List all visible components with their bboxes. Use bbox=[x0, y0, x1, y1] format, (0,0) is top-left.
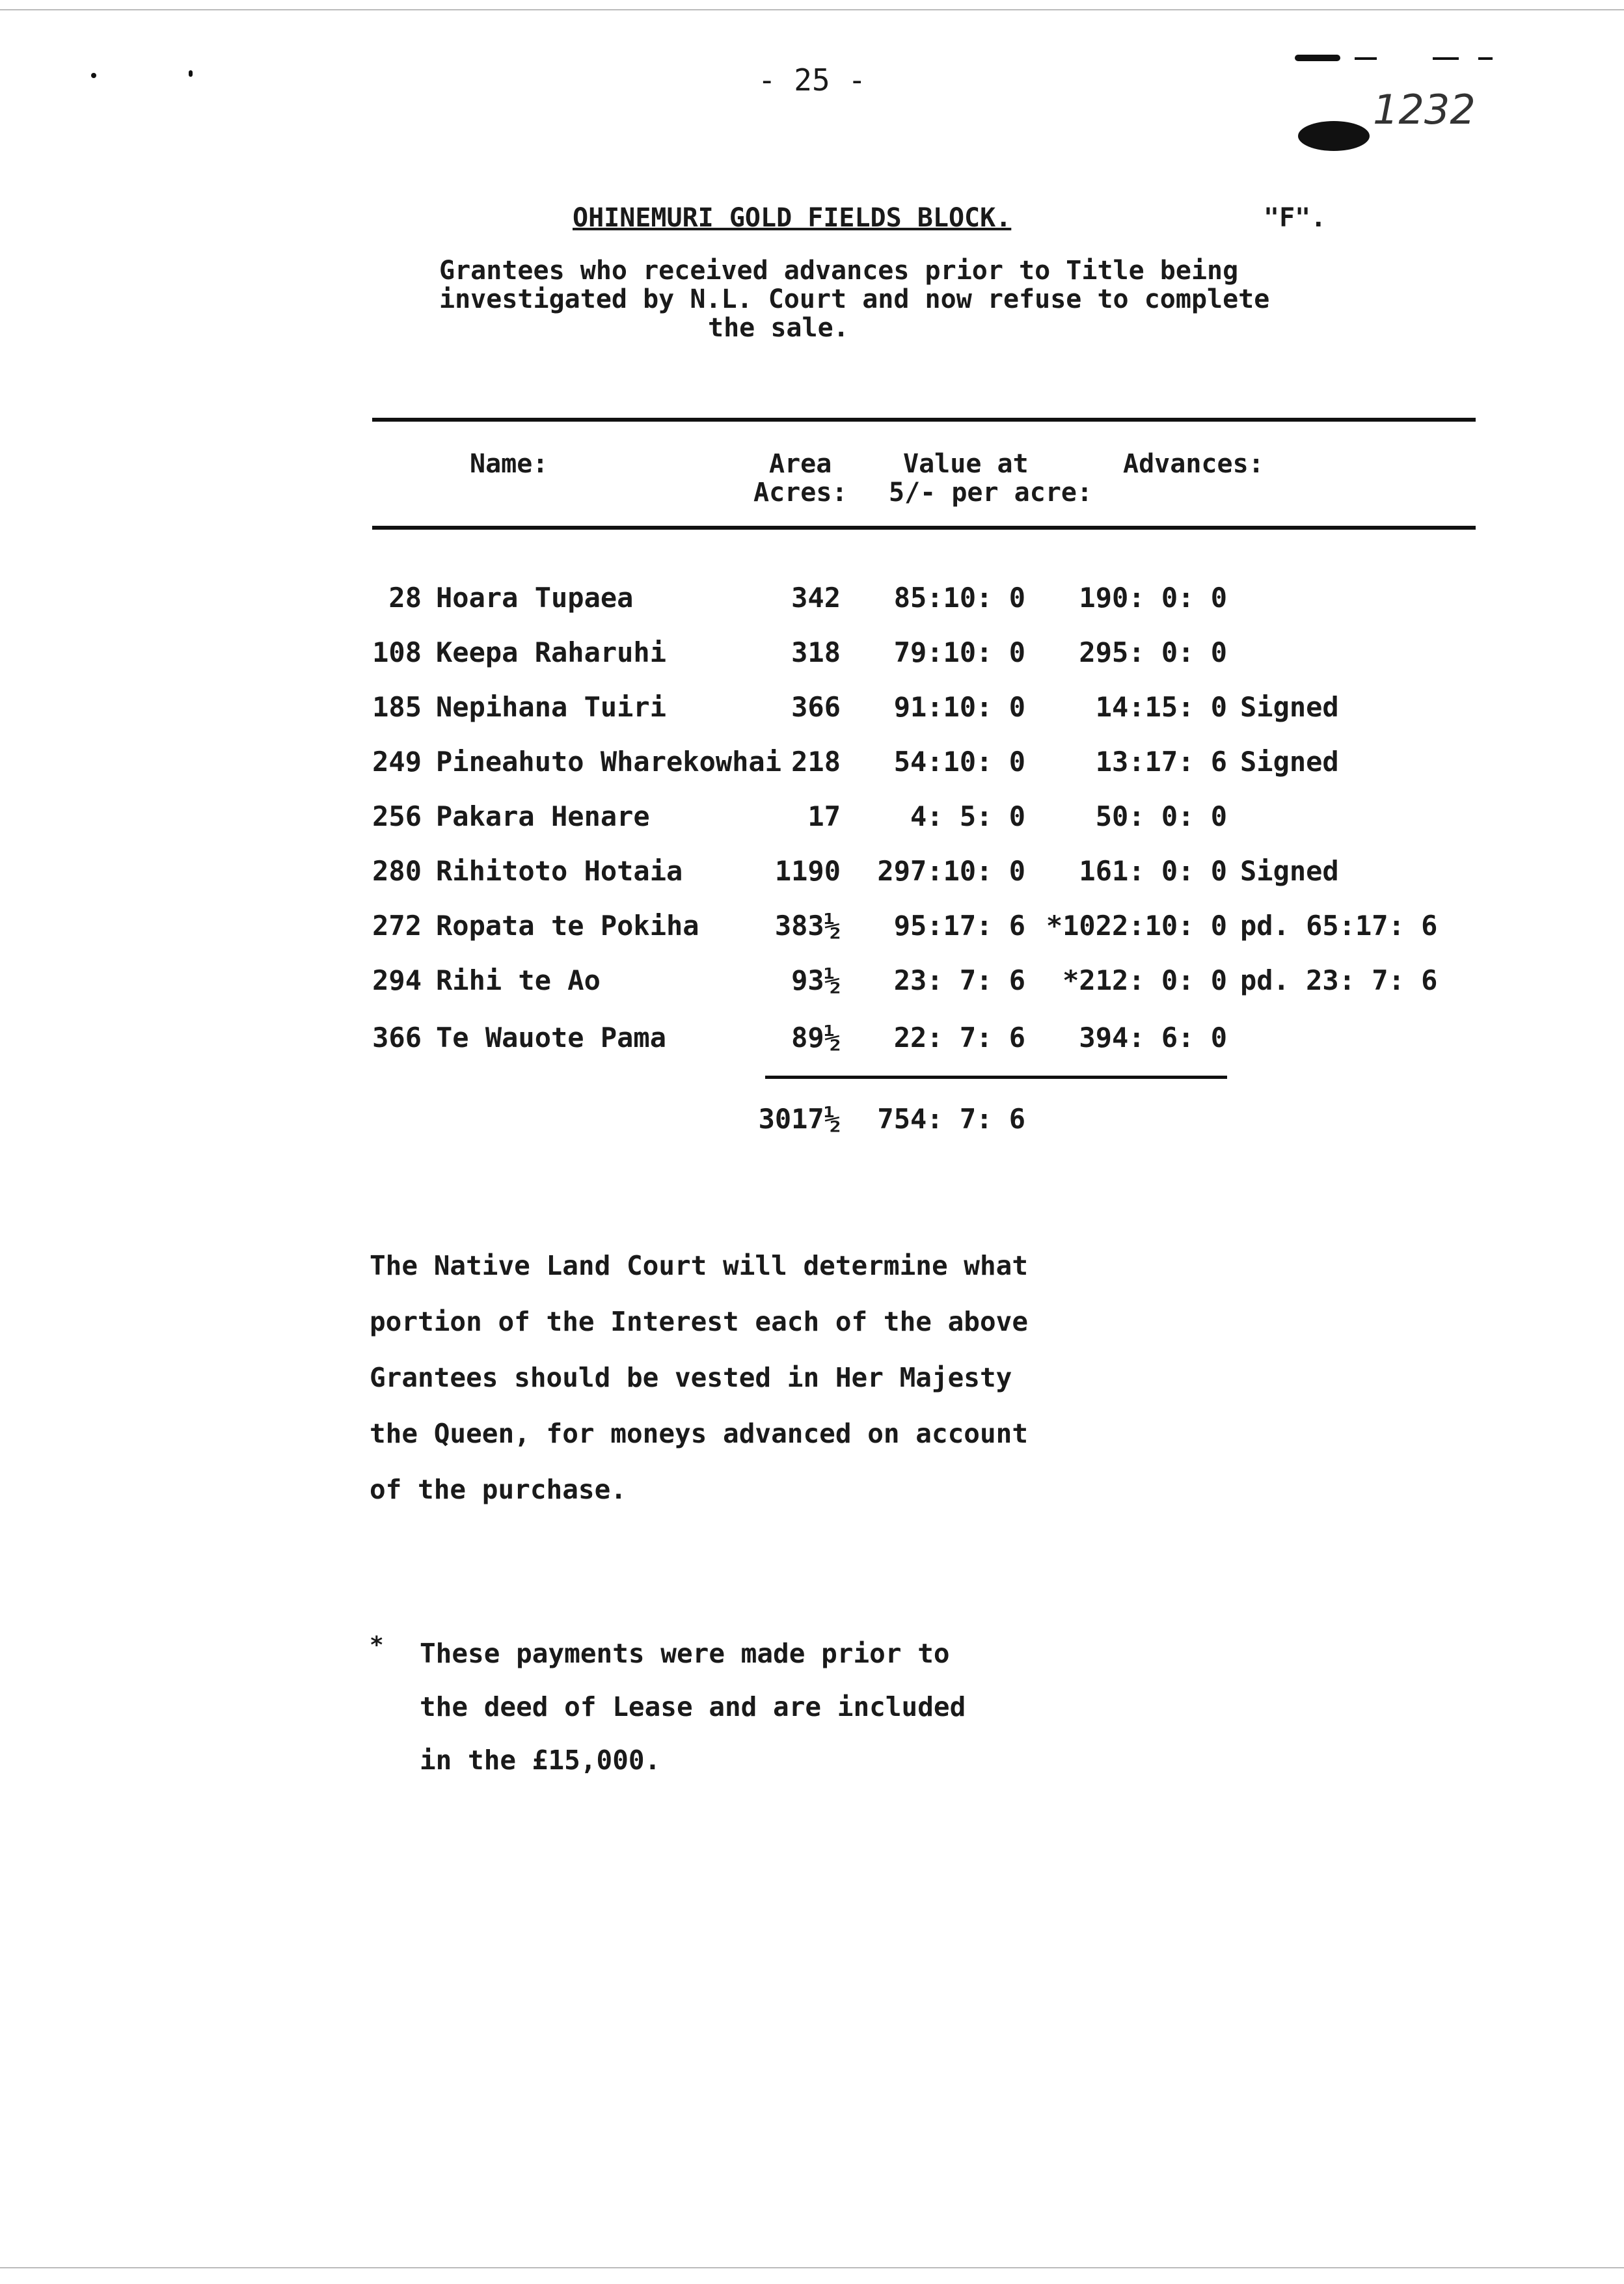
intro-line: Grantees who received advances prior to Title being bbox=[439, 256, 1239, 286]
row-name: Keepa Raharuhi bbox=[436, 636, 667, 668]
table-row bbox=[0, 636, 1624, 675]
table-row bbox=[0, 1022, 1624, 1061]
row-note: pd. 65:17: 6 bbox=[1240, 910, 1438, 942]
table-row bbox=[0, 800, 1624, 839]
row-value: 23: 7: 6 bbox=[893, 964, 1025, 996]
row-name: Te Wauote Pama bbox=[436, 1022, 667, 1054]
row-number: 280 bbox=[372, 855, 422, 887]
row-area: 89½ bbox=[791, 1022, 841, 1054]
row-area: 318 bbox=[791, 636, 841, 668]
table-row bbox=[0, 855, 1624, 894]
header-value-line1: Value at bbox=[903, 449, 1029, 479]
header-value-line2: 5/- per acre: bbox=[889, 478, 1093, 508]
header-name: Name: bbox=[470, 449, 548, 479]
row-value: 22: 7: 6 bbox=[893, 1022, 1025, 1054]
row-advances: *212: 0: 0 bbox=[1062, 964, 1227, 996]
row-note: Signed bbox=[1240, 691, 1339, 723]
court-paragraph bbox=[370, 1238, 1028, 1517]
paragraph-line: Grantees should be vested in Her Majesty bbox=[370, 1362, 1012, 1393]
row-advances: 14:15: 0 bbox=[1095, 691, 1227, 723]
row-area: 17 bbox=[807, 800, 841, 832]
footnote-line: the deed of Lease and are included bbox=[420, 1691, 966, 1722]
header-area-line1: Area bbox=[769, 449, 832, 479]
row-area: 366 bbox=[791, 691, 841, 723]
row-note: Signed bbox=[1240, 746, 1339, 778]
row-number: 28 bbox=[388, 582, 422, 614]
paragraph-line: of the purchase. bbox=[370, 1474, 627, 1505]
ink-dash bbox=[1355, 57, 1377, 60]
page-number: - 25 - bbox=[757, 62, 867, 98]
row-value: 85:10: 0 bbox=[893, 582, 1025, 614]
row-name: Rihitoto Hotaia bbox=[436, 855, 683, 887]
footnote-marker: * bbox=[370, 1632, 384, 1659]
row-value: 91:10: 0 bbox=[893, 691, 1025, 723]
totals-rule bbox=[765, 1076, 1227, 1079]
table-top-rule bbox=[372, 418, 1476, 422]
document-title: OHINEMURI GOLD FIELDS BLOCK. bbox=[573, 203, 1012, 233]
row-advances: *1022:10: 0 bbox=[1046, 910, 1227, 942]
intro-text bbox=[439, 256, 1376, 342]
total-area: 3017½ bbox=[758, 1103, 841, 1135]
table-row bbox=[0, 746, 1624, 785]
ink-blot bbox=[1298, 121, 1370, 151]
paragraph-line: The Native Land Court will determine what bbox=[370, 1250, 1029, 1281]
row-name: Ropata te Pokiha bbox=[436, 910, 699, 942]
row-value: 4: 5: 0 bbox=[910, 800, 1025, 832]
row-advances: 50: 0: 0 bbox=[1095, 800, 1227, 832]
footnote-line: These payments were made prior to bbox=[420, 1638, 950, 1669]
header-area-line2: Acres: bbox=[753, 478, 848, 508]
row-advances: 394: 6: 0 bbox=[1079, 1022, 1227, 1054]
row-name: Hoara Tupaea bbox=[436, 582, 634, 614]
row-area: 383½ bbox=[774, 910, 841, 942]
totals-row bbox=[0, 1103, 1624, 1142]
row-name: Nepihana Tuiri bbox=[436, 691, 667, 723]
intro-line: investigated by N.L. Court and now refuse to complete bbox=[439, 284, 1270, 314]
footnote-line: in the £15,000. bbox=[420, 1745, 661, 1776]
row-number: 108 bbox=[372, 636, 422, 668]
row-advances: 161: 0: 0 bbox=[1079, 855, 1227, 887]
row-area: 1190 bbox=[774, 855, 841, 887]
row-advances: 190: 0: 0 bbox=[1079, 582, 1227, 614]
section-label: "F". bbox=[1264, 203, 1327, 233]
table-row bbox=[0, 691, 1624, 730]
row-number: 272 bbox=[372, 910, 422, 942]
footnote-text bbox=[420, 1627, 966, 1787]
row-number: 366 bbox=[372, 1022, 422, 1054]
row-area: 93½ bbox=[791, 964, 841, 996]
row-note: Signed bbox=[1240, 855, 1339, 887]
row-number: 249 bbox=[372, 746, 422, 778]
row-number: 256 bbox=[372, 800, 422, 832]
row-value: 297:10: 0 bbox=[877, 855, 1025, 887]
table-row bbox=[0, 910, 1624, 949]
row-value: 95:17: 6 bbox=[893, 910, 1025, 942]
paragraph-line: the Queen, for moneys advanced on account bbox=[370, 1418, 1029, 1449]
handwritten-note: 1232 bbox=[1373, 86, 1476, 133]
row-advances: 295: 0: 0 bbox=[1079, 636, 1227, 668]
ink-dash bbox=[1478, 57, 1493, 60]
row-number: 294 bbox=[372, 964, 422, 996]
bottom-scan-edge bbox=[0, 2267, 1624, 2268]
top-scan-edge bbox=[0, 9, 1624, 10]
table-header-rule bbox=[372, 526, 1476, 530]
ink-dash bbox=[1295, 55, 1340, 61]
intro-line: the sale. bbox=[708, 313, 849, 343]
row-advances: 13:17: 6 bbox=[1095, 746, 1227, 778]
row-name: Pineahuto Wharekowhai bbox=[436, 746, 782, 778]
row-value: 79:10: 0 bbox=[893, 636, 1025, 668]
row-area: 342 bbox=[791, 582, 841, 614]
table-row bbox=[0, 582, 1624, 621]
header-advances: Advances: bbox=[1123, 449, 1264, 479]
ink-dash bbox=[1433, 57, 1459, 60]
row-number: 185 bbox=[372, 691, 422, 723]
paragraph-line: portion of the Interest each of the above bbox=[370, 1306, 1029, 1337]
table-row bbox=[0, 964, 1624, 1003]
row-name: Rihi te Ao bbox=[436, 964, 601, 996]
row-value: 54:10: 0 bbox=[893, 746, 1025, 778]
total-value: 754: 7: 6 bbox=[877, 1103, 1025, 1135]
row-name: Pakara Henare bbox=[436, 800, 650, 832]
row-area: 218 bbox=[791, 746, 841, 778]
row-note: pd. 23: 7: 6 bbox=[1240, 964, 1438, 996]
